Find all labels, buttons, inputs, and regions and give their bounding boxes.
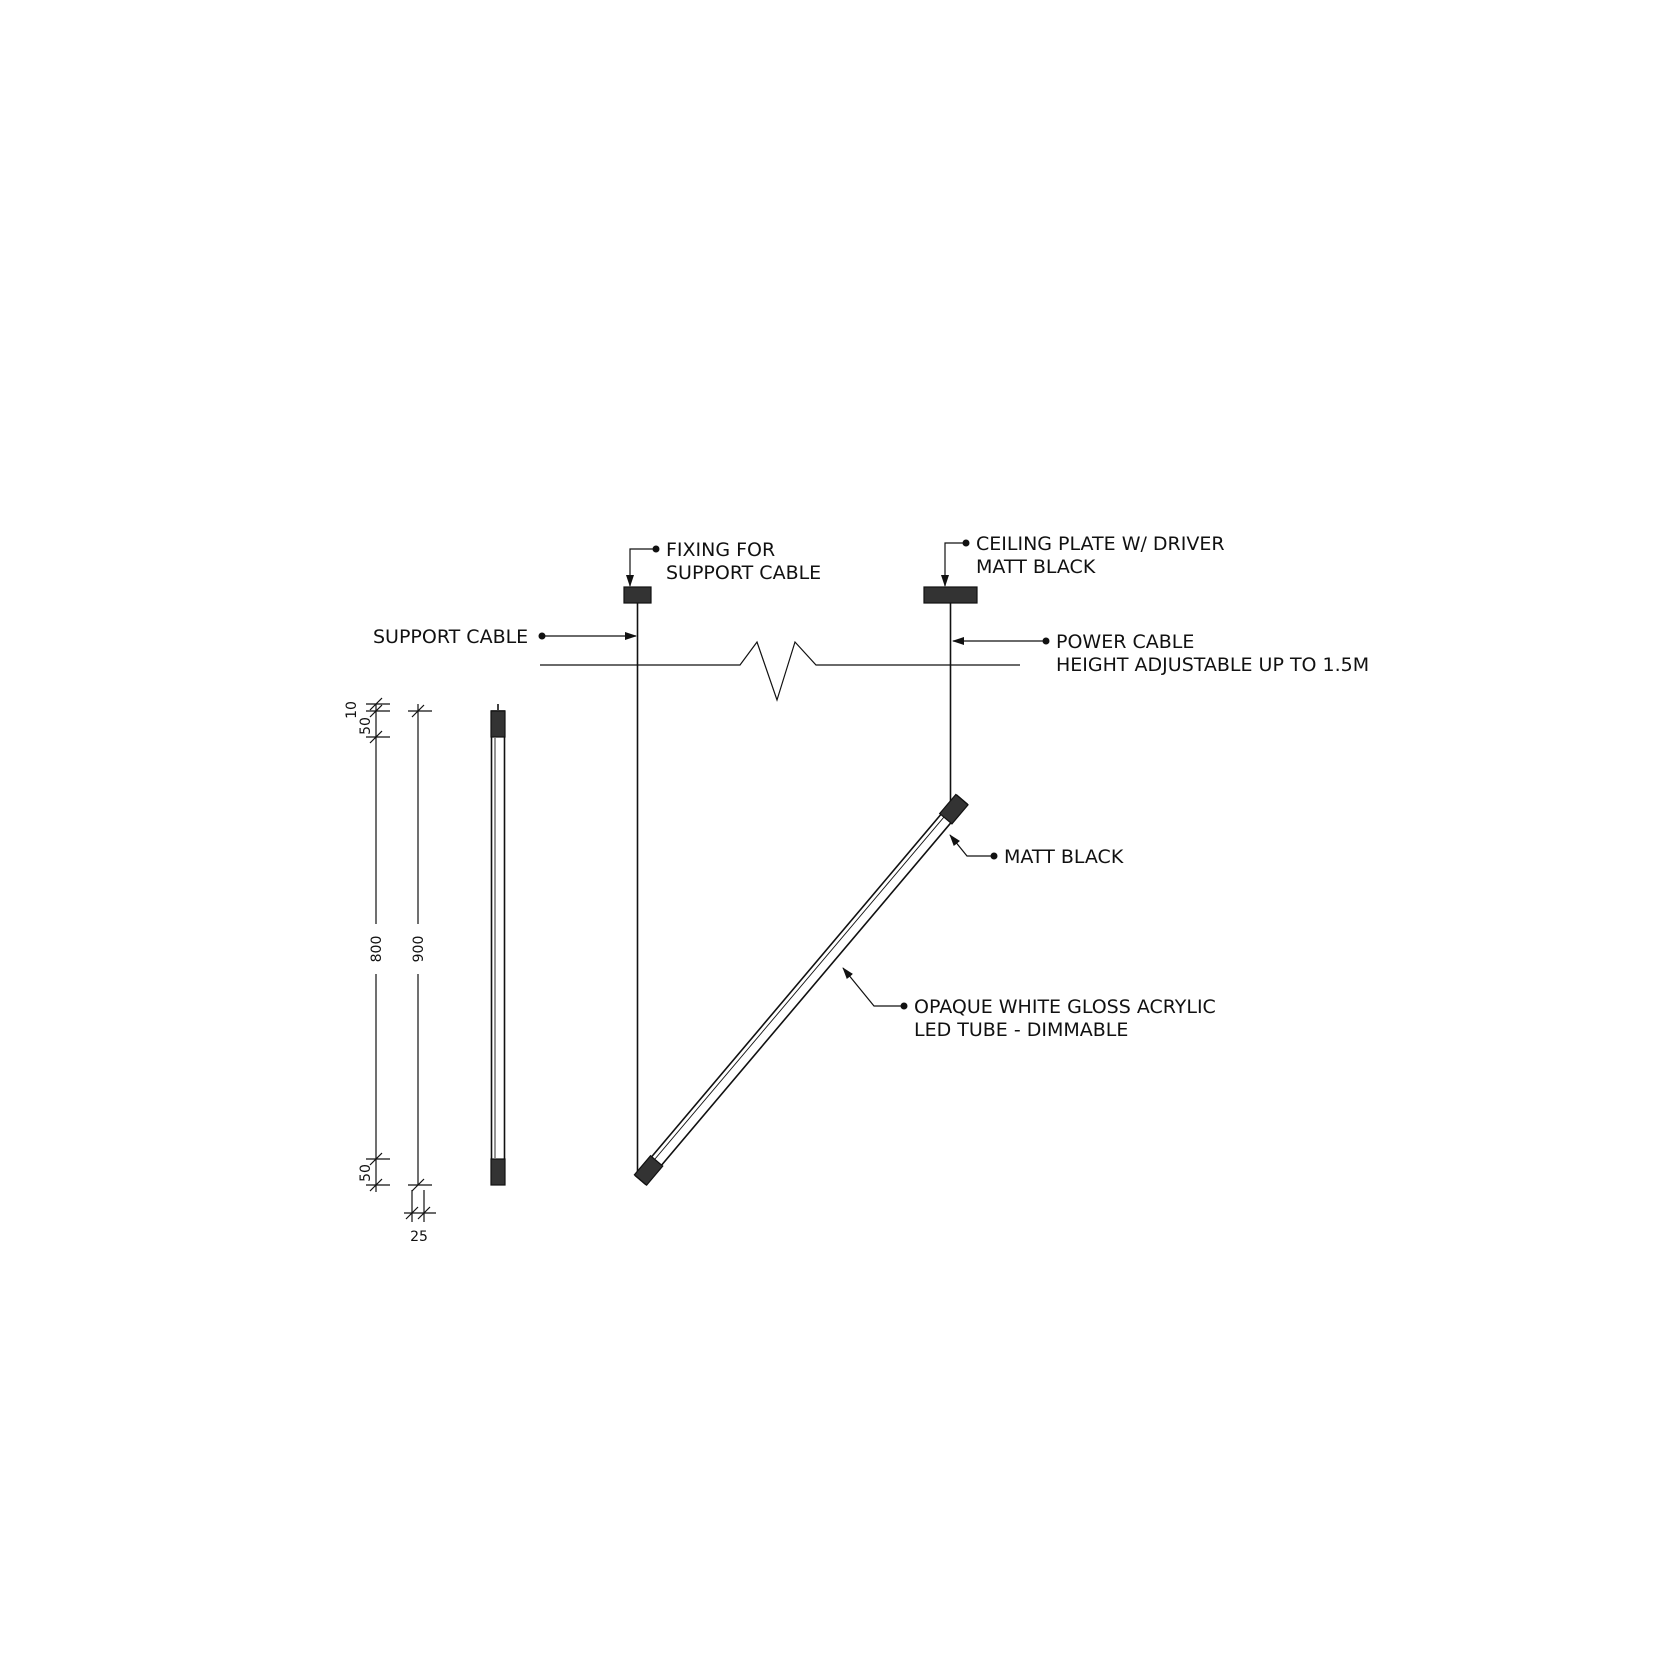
dim-overall-length: 900 (411, 935, 427, 963)
front-tube-body (492, 711, 505, 1184)
tube-inner-line (645, 806, 954, 1171)
power-cable-label-line1: POWER CABLE (1056, 631, 1195, 653)
ceiling-plate-label-line2: MATT BLACK (976, 556, 1096, 578)
tube-label-line1: OPAQUE WHITE GLOSS ACRYLIC (914, 996, 1216, 1018)
dim-diameter: 25 (410, 1229, 428, 1245)
front-tube-bottom-cap (491, 1159, 505, 1185)
ceiling-break-line (540, 642, 1020, 700)
support-cable-fixing (624, 587, 651, 603)
power-cable-label-line2: HEIGHT ADJUSTABLE UP TO 1.5M (1056, 654, 1370, 676)
dim-top-gap: 10 (344, 701, 360, 719)
fixing-label-line1: FIXING FOR (666, 539, 776, 561)
fixing-label-line2: SUPPORT CABLE (666, 562, 822, 584)
dim-top-cap: 50 (358, 717, 374, 735)
front-view-tube (491, 704, 505, 1185)
ceiling-plate (924, 587, 977, 603)
support-cable-label: SUPPORT CABLE (373, 626, 529, 648)
matt-black-label: MATT BLACK (1004, 846, 1124, 868)
ceiling-plate-label-line1: CEILING PLATE W/ DRIVER (976, 533, 1225, 555)
tube-body (636, 795, 967, 1184)
dim-bottom-cap: 50 (358, 1164, 374, 1182)
front-tube-top-cap (491, 711, 505, 737)
angled-led-tube (634, 794, 968, 1185)
dim-body-length: 800 (369, 935, 385, 963)
tube-label-line2: LED TUBE - DIMMABLE (914, 1019, 1129, 1041)
